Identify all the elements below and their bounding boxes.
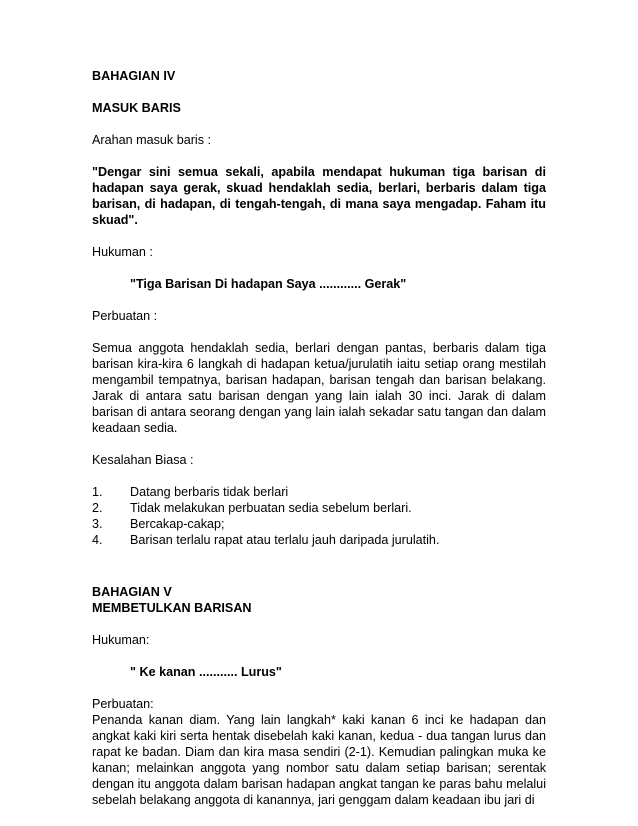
hukuman-label: Hukuman : (92, 245, 153, 259)
section5-heading: BAHAGIAN V (92, 585, 172, 599)
hukuman-label-5: Hukuman: (92, 633, 150, 647)
perbuatan-label-5: Perbuatan: (92, 697, 154, 711)
list-item (92, 484, 546, 500)
kesalahan-label: Kesalahan Biasa : (92, 453, 194, 467)
list-item (92, 516, 546, 532)
list-item-number: 1. (92, 485, 103, 499)
arahan-label: Arahan masuk baris : (92, 133, 211, 147)
section4-heading: BAHAGIAN IV (92, 69, 176, 83)
list-item-text: Datang berbaris tidak berlari (130, 485, 289, 499)
list-item-number: 2. (92, 501, 103, 515)
list-item-text: Bercakap-cakap; (130, 517, 225, 531)
perbuatan-text-5: Penanda kanan diam. Yang lain langkah* kaki kanan 6 inci ke hadapan dan angkat kaki kiri serta hentak disebelah kaki kanan, kedua - dua tangan lurus dan rapat ke badan. Diam dan kira masa sendiri (2-1). Kemudian palingkan muka ke kanan; melainkan anggota yang nombor satu dalam setiap barisan; serentak dengan itu anggota dalam barisan hadapan angkat tangan ke paras bahu melalui sebelah belakang anggota di kanannya, jari genggam dalam keadaan ibu jari di (92, 713, 546, 807)
hukuman-text: "Tiga Barisan Di hadapan Saya ............ Gerak" (130, 277, 407, 291)
section4-title: MASUK BARIS (92, 101, 181, 115)
list-item-text: Tidak melakukan perbuatan sedia sebelum berlari. (130, 501, 412, 515)
hukuman-text-5: " Ke kanan ........... Lurus" (130, 665, 282, 679)
document-page (92, 68, 546, 808)
arahan-text: "Dengar sini semua sekali, apabila mendapat hukuman tiga barisan di hadapan saya gerak, skuad hendaklah sedia, berlari, berbaris dalam tiga barisan, di hadapan, di tengah-tengah, di mana saya mengadap. Faham itu skuad". (92, 165, 546, 227)
list-item (92, 532, 546, 548)
list-item-number: 3. (92, 517, 103, 531)
list-item (92, 500, 546, 516)
perbuatan-text: Semua anggota hendaklah sedia, berlari dengan pantas, berbaris dalam tiga barisan kira-kira 6 langkah di hadapan ketua/jurulatih iaitu setiap orang mestilah mengambil tempatnya, barisan hadapan, barisan tengah dan barisan belakang. Jarak di antara satu barisan dengan yang lain ialah 30 inci. Jarak di dalam barisan di antara seorang dengan yang lain ialah sekadar satu tangan dan dalam keadaan sedia. (92, 341, 546, 435)
perbuatan-label: Perbuatan : (92, 309, 158, 323)
section5-title: MEMBETULKAN BARISAN (92, 601, 252, 615)
list-item-number: 4. (92, 533, 103, 547)
kesalahan-list (92, 484, 546, 548)
list-item-text: Barisan terlalu rapat atau terlalu jauh daripada jurulatih. (130, 533, 440, 547)
